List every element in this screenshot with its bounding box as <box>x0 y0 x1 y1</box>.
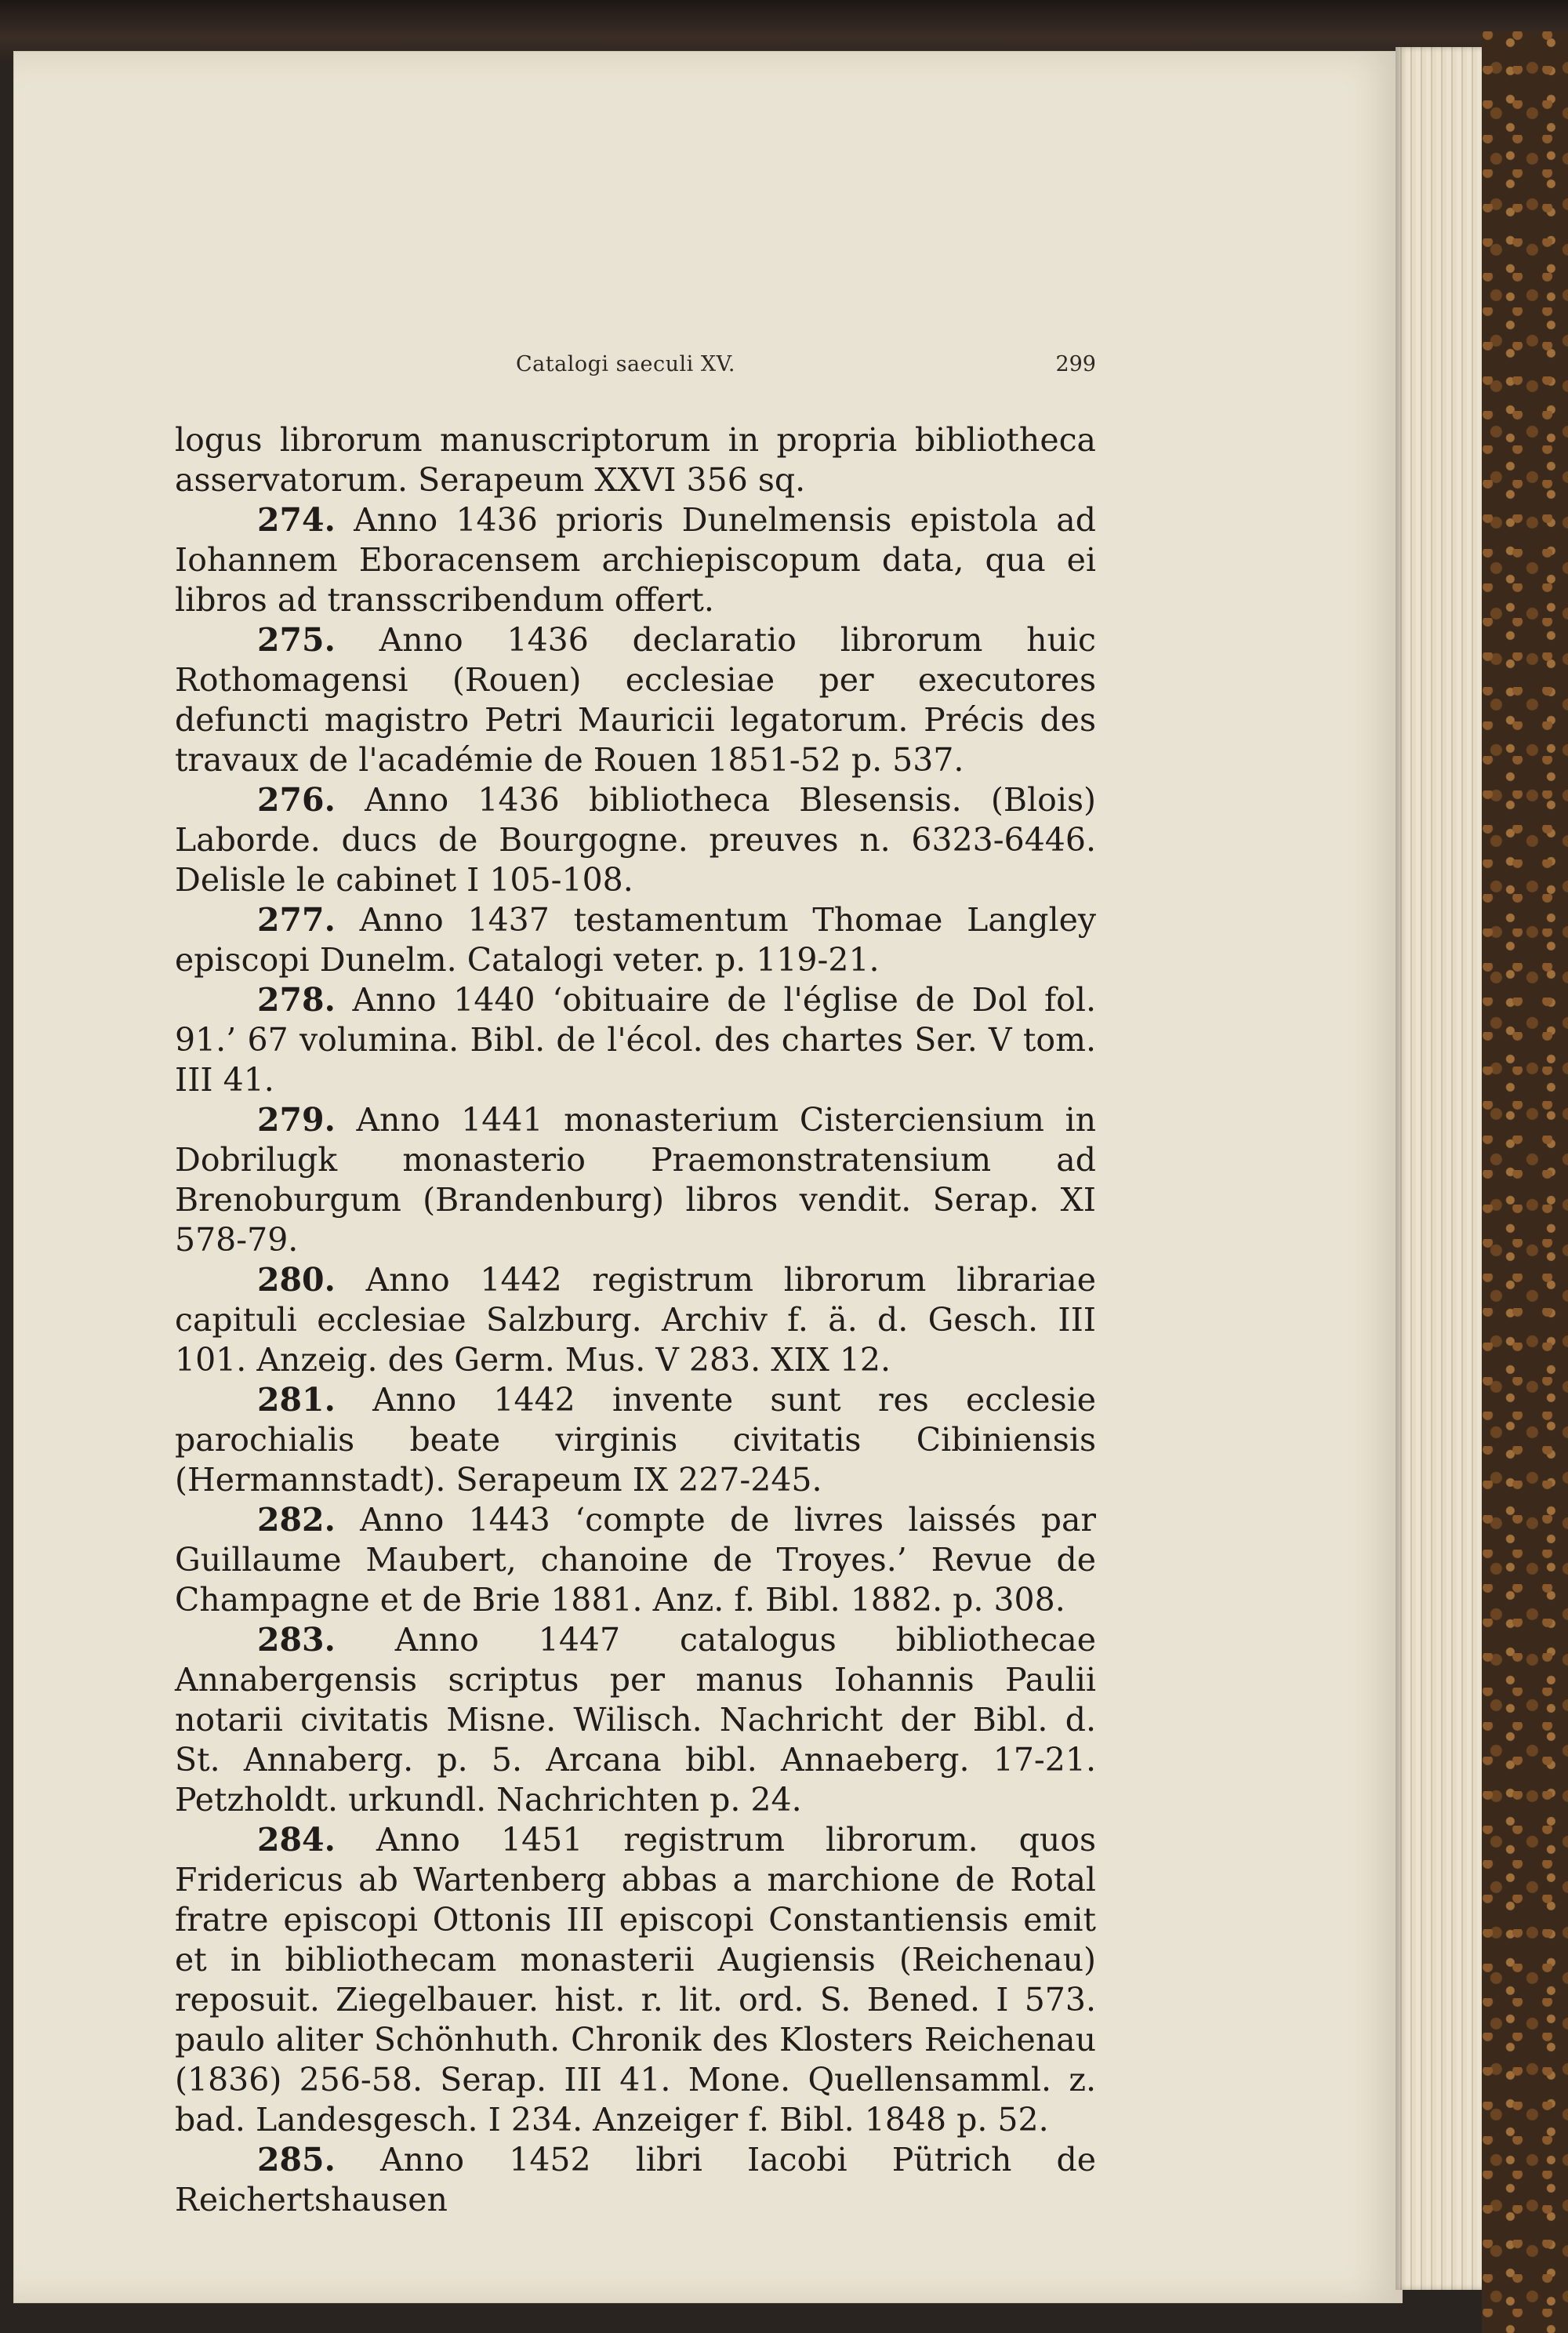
book-page <box>14 52 1402 2302</box>
entry-text: Anno 1437 testamentum Thomae Langley episcopi Dunelm. Catalogi veter. p. 119-21. <box>175 901 1096 979</box>
page-number: 299 <box>1055 352 1096 376</box>
catalog-entry-276 <box>175 780 1096 900</box>
catalog-entry-277 <box>175 900 1096 980</box>
catalog-entry-285 <box>175 2140 1096 2220</box>
running-title: Catalogi saeculi XV. <box>516 352 735 376</box>
entry-text: Anno 1452 libri Iacobi Pütrich de Reichertshausen <box>175 2141 1096 2219</box>
catalog-text <box>175 420 1096 2220</box>
entry-text: Anno 1441 monasterium Cisterciensium in Dobrilugk monasterio Praemonstratensium ad Brenoburgum (Brandenburg) libros vendit. Serap. XI 578-79. <box>175 1101 1096 1259</box>
entry-text: Anno 1443 ‘compte de livres laissés par Guillaume Maubert, chanoine de Troyes.’ Revue de Champagne et de Brie 1881. Anz. f. Bibl. 1882. p. 308. <box>175 1501 1096 1619</box>
catalog-entry-279 <box>175 1100 1096 1260</box>
entry-text: Anno 1436 declaratio librorum huic Rothomagensi (Rouen) ecclesiae per executores defuncti magistro Petri Mauricii legatorum. Précis des travaux de l'académie de Rouen 1851-52 p. 537. <box>175 621 1096 779</box>
catalog-entry-275 <box>175 620 1096 780</box>
entry-text: Anno 1447 catalogus bibliothecae Annabergensis scriptus per manus Iohannis Paulii notarii civitatis Misne. Wilisch. Nachricht der Bibl. d. St. Annaberg. p. 5. Arcana bibl. Annaeberg. 17-21. Petzholdt. urkundl. Nachrichten p. 24. <box>175 1621 1096 1819</box>
entry-number: 282. <box>257 1501 336 1539</box>
entry-number: 276. <box>257 781 336 819</box>
page-header <box>163 352 1096 399</box>
entry-text: Anno 1442 registrum librorum librariae capituli ecclesiae Salzburg. Archiv f. ä. d. Gesch. III 101. Anzeig. des Germ. Mus. V 283. XIX 12. <box>175 1261 1096 1379</box>
entry-text: Anno 1442 invente sunt res ecclesie parochialis beate virginis civitatis Cibiniensis (Hermannstadt). Serapeum IX 227-245. <box>175 1381 1096 1499</box>
entry-number: 281. <box>257 1381 336 1419</box>
entry-number: 284. <box>257 1821 336 1859</box>
catalog-entry-278 <box>175 980 1096 1100</box>
entry-number: 279. <box>257 1101 336 1139</box>
catalog-entry-274 <box>175 500 1096 620</box>
catalog-entry-282 <box>175 1500 1096 1620</box>
catalog-entry-283 <box>175 1620 1096 1820</box>
entry-text: Anno 1436 bibliotheca Blesensis. (Blois) Laborde. ducs de Bourgogne. preuves n. 6323-6446. Delisle le cabinet I 105-108. <box>175 781 1096 899</box>
entry-text: Anno 1436 prioris Dunelmensis epistola ad Iohannem Eboracensem archiepiscopum data, qua ei libros ad transscribendum offert. <box>175 501 1096 619</box>
entry-text: Anno 1440 ‘obituaire de l'église de Dol fol. 91.’ 67 volumina. Bibl. de l'écol. des chartes Ser. V tom. III 41. <box>175 981 1096 1099</box>
marbled-cover <box>1482 31 1568 2333</box>
catalog-entry-280 <box>175 1260 1096 1380</box>
page-edges <box>1396 47 1482 2290</box>
entry-number: 278. <box>257 981 336 1019</box>
entry-number: 274. <box>257 501 336 539</box>
entry-number: 277. <box>257 901 336 939</box>
catalog-entry-281 <box>175 1380 1096 1500</box>
continuation-paragraph: logus librorum manuscriptorum in propria bibliotheca asservatorum. Serapeum XXVI 356 sq. <box>175 421 1096 499</box>
entry-number: 285. <box>257 2141 336 2179</box>
entry-number: 280. <box>257 1261 336 1299</box>
entry-text: Anno 1451 registrum librorum. quos Fridericus ab Wartenberg abbas a marchione de Rotal fratre episcopi Ottonis III episcopi Constantiensis emit et in bibliothecam monasterii Augiensis (Reichenau) reposuit. Ziegelbauer. hist. r. lit. ord. S. Bened. I 573. paulo aliter Schönhuth. Chronik des Klosters Reichenau (1836) 256-58. Serap. III 41. Mone. Quellensamml. z. bad. Landesgesch. I 234. Anzeiger f. Bibl. 1848 p. 52. <box>175 1821 1096 2139</box>
catalog-entry-284 <box>175 1820 1096 2140</box>
entry-number: 275. <box>257 621 336 659</box>
entry-number: 283. <box>257 1621 336 1659</box>
